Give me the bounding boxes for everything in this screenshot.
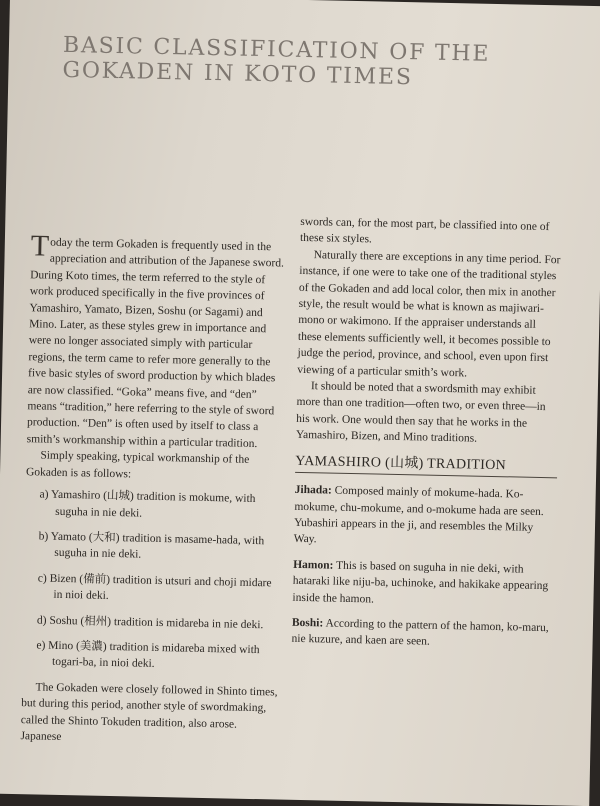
definition-text: Composed mainly of mokume-hada. Ko-mokume, chu-mokume, and o-mokume hada are seen. Yubashiri appears in the ji, and resembles the Milky Way.	[293, 484, 544, 546]
list-item: b) Yamato (大和) tradition is masame-hada, with suguha in nie deki.	[38, 530, 265, 561]
definition-text: According to the pattern of the hamon, ko-maru, nie kuzure, and kaen are seen.	[291, 617, 549, 649]
tradition-list	[22, 486, 284, 675]
closing-paragraph: The Gokaden were closely followed in Shinto times, but during this period, another style of swordmaking, called the Shinto Tokuden tradition, also arose. Japanese	[20, 681, 278, 743]
definition-text: This is based on suguha in nie deki, with hataraki like niju-ba, uchinoke, and hakikake appearing inside the hamon.	[292, 559, 549, 606]
paragraph: It should be noted that a swordsmith may exhibit more than one tradition—often two, or even three—in his work. One would then say that he works in the Yamashiro, Bizen, and Mino traditions.	[295, 380, 546, 445]
paragraph: Naturally there are exceptions in any time period. For instance, if one were to take one of the traditional styles of the Gokaden and add local color, then mix in another style, the result would be what is known as majiwari-mono or wakimono. If the appraiser understands all these elements sufficiently well, it becomes possible to judge the period, province, and school, even upon first viewing of a particular smith’s work.	[297, 248, 561, 380]
list-item: e) Mino (美濃) tradition is midareba mixed with togari-ba, in nioi deki.	[36, 639, 260, 671]
list-item: a) Yamashiro (山城) tradition is mokume, with suguha in nie deki.	[39, 488, 256, 520]
definition-term: Boshi:	[291, 616, 324, 630]
page-title: BASIC CLASSIFICATION OF THE GOKADEN IN KOTO TIMES	[62, 32, 491, 91]
lead-paragraph: Simply speaking, typical workmanship of the Gokaden is as follows:	[25, 449, 250, 481]
definition-term: Hamon:	[293, 558, 334, 572]
drop-cap: T	[30, 229, 50, 263]
paragraph: swords can, for the most part, be classified into one of these six styles.	[299, 215, 550, 246]
right-column	[291, 214, 562, 653]
list-item: c) Bizen (備前) tradition is utsuri and choji midare in nioi deki.	[37, 572, 272, 603]
left-column	[20, 229, 289, 750]
definition	[294, 482, 557, 553]
section-heading: YAMASHIRO (山城) TRADITION	[295, 454, 557, 479]
intro-paragraph	[26, 229, 289, 453]
definition	[291, 615, 554, 653]
definition	[292, 557, 555, 612]
intro-text: oday the term Gokaden is frequently used in the appreciation and attribution of the Japanese sword. During Koto times, the term referred to the style of work produced specifically in the five provinces of Yamashiro, Yamato, Bizen, Soshu (or Sagami) and Mino. Later, as these styles grew in importance and were no longer associated simply with particular regions, the term came to refer more generally to the five basic styles of sword production by which blades are now classified. “Goka” means five, and “den” means “tradition,” here referring to the style of sword production. “Den” is often used by itself to class a smith’s workmanship within a particular tradition.	[26, 236, 284, 450]
list-item: d) Soshu (相州) tradition is midareba in nie deki.	[36, 613, 264, 631]
definition-term: Jihada:	[294, 483, 332, 497]
